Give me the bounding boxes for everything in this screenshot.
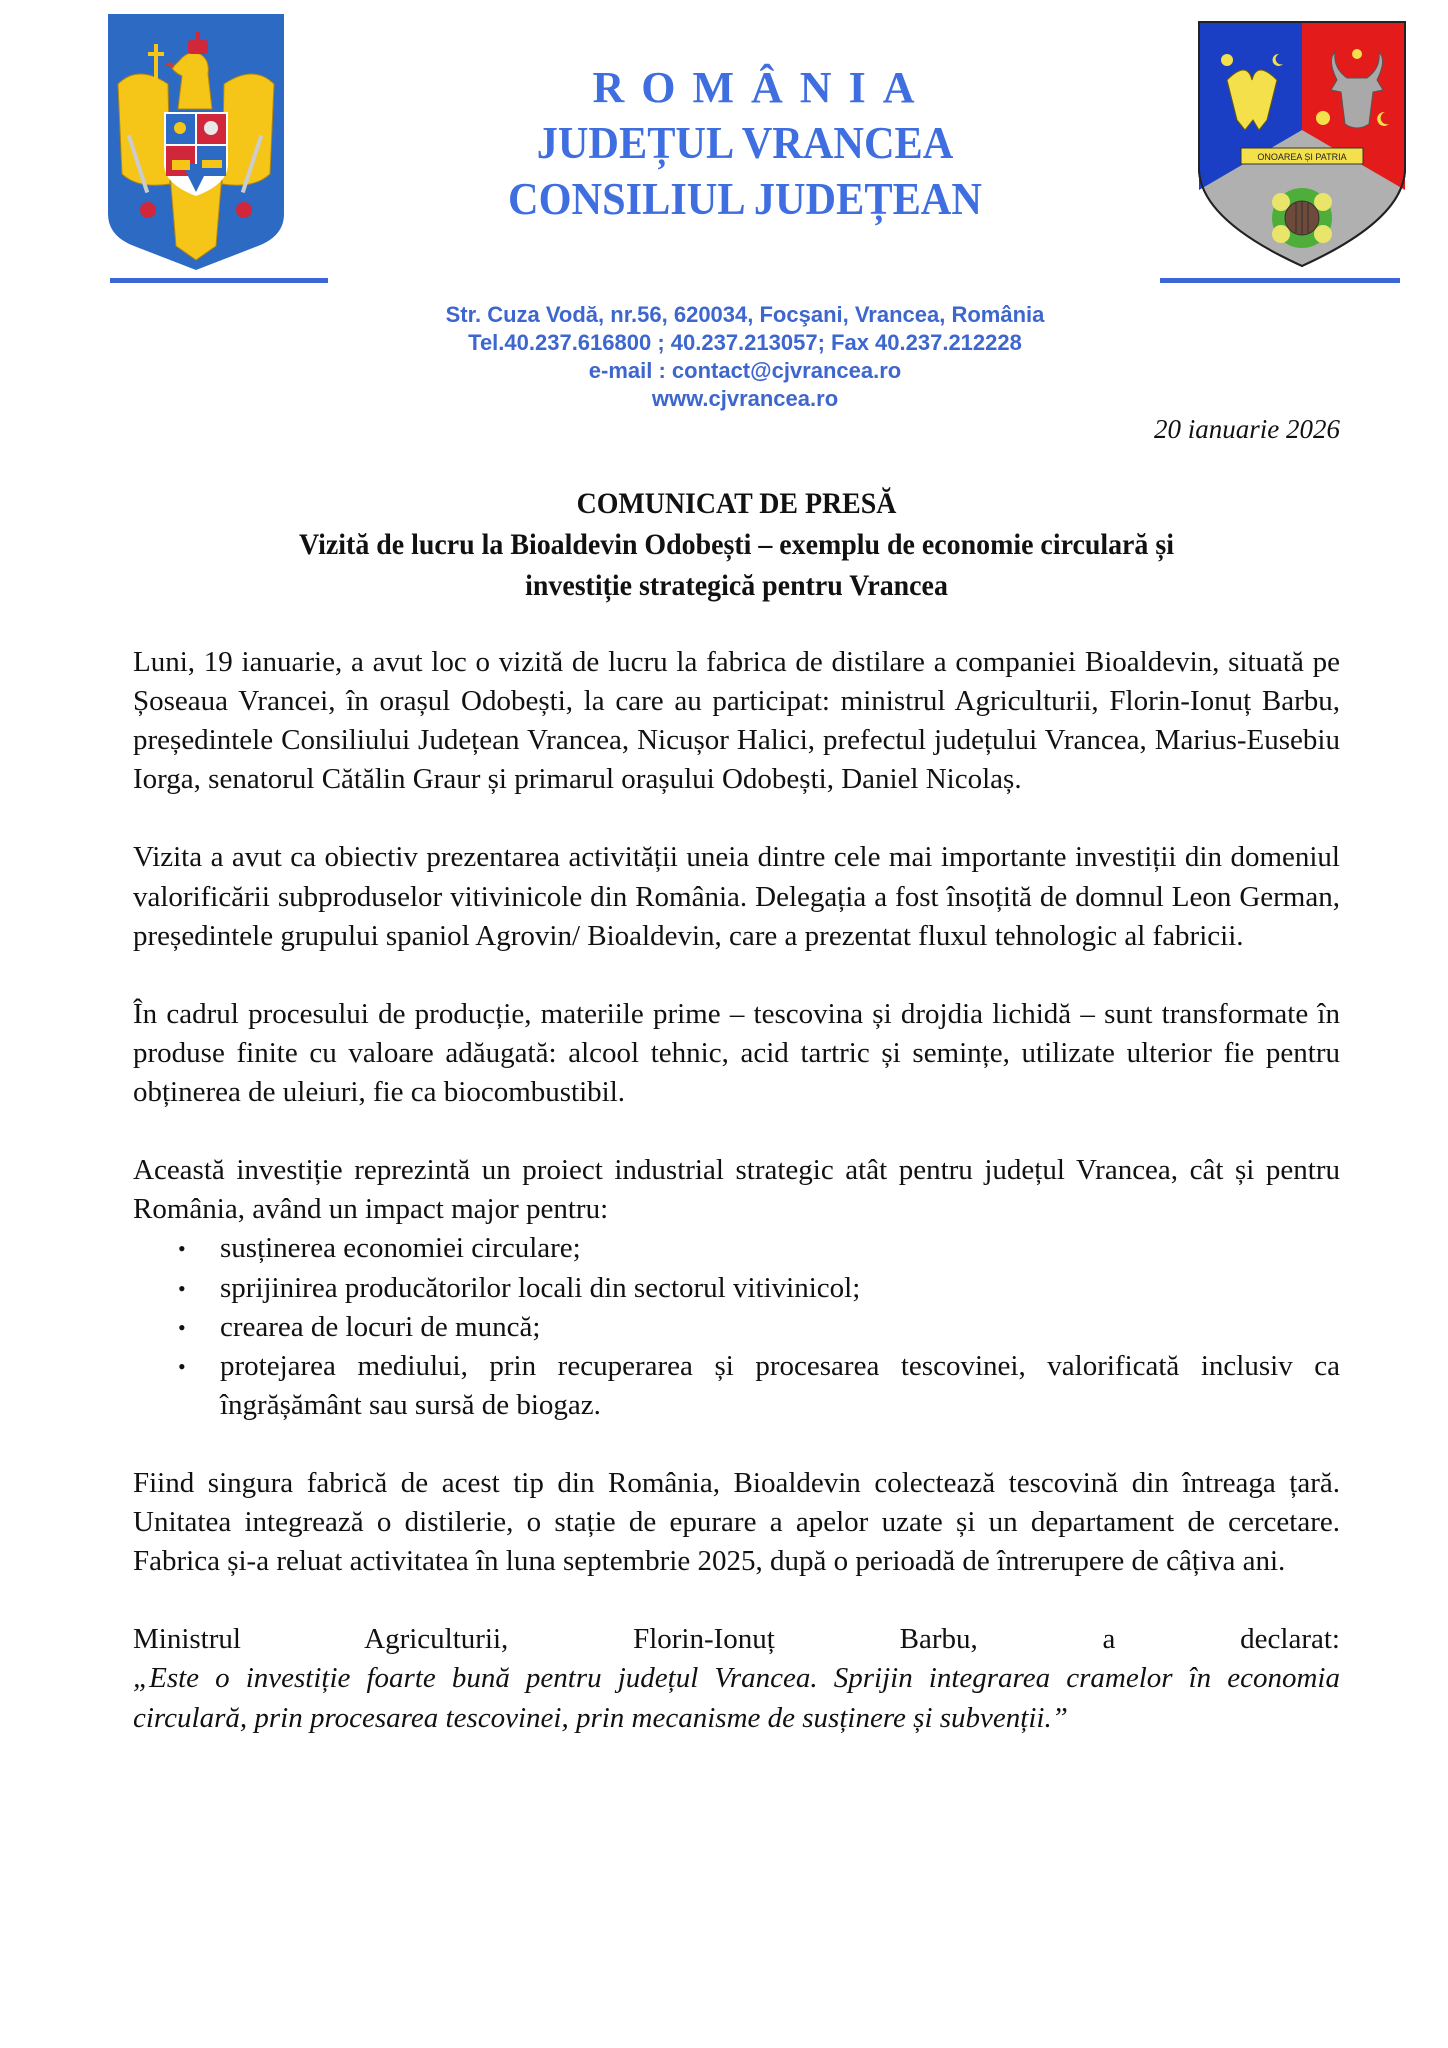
contact-phone: Tel.40.237.616800 ; 40.237.213057; Fax 40.237.212228 bbox=[468, 330, 1022, 355]
header-rule-left bbox=[110, 278, 328, 283]
impact-list bbox=[133, 1229, 1340, 1424]
statement-quote: „Este o investiție foarte bună pentru județul Vrancea. Sprijin integrarea cramelor în economia circulară, prin procesarea tescovinei, prin mecanisme de susținere și subvenții.” bbox=[133, 1662, 1340, 1734]
list-item: • susținerea economiei circulare; bbox=[133, 1229, 1340, 1268]
svg-text:ONOAREA ȘI PATRIA: ONOAREA ȘI PATRIA bbox=[1257, 152, 1347, 162]
header-county: JUDEȚUL VRANCEA bbox=[536, 117, 954, 168]
press-release-title bbox=[133, 483, 1340, 606]
coat-of-arms-vrancea-icon bbox=[1197, 20, 1407, 268]
paragraph-factory: Fiind singura fabrică de acest tip din România, Bioaldevin colectează tescovină din întreaga țară. Unitatea integrează o distilerie, o stație de epurare a apelor uzate și un departament de cercetare. Fabrica și-a reluat activitatea în luna septembrie 2025, după o perioadă de întrerupere de câțiva ani. bbox=[133, 1466, 1340, 1578]
header-country: ROMÂNIA bbox=[592, 63, 932, 112]
title-subtitle-line1: Vizită de lucru la Bioaldevin Odobești – exemplu de economie circulară și bbox=[299, 528, 1174, 561]
paragraph-minister-statement bbox=[133, 1620, 1340, 1737]
bullet-icon: • bbox=[178, 1353, 186, 1379]
paragraph-objective: Vizita a avut ca obiectiv prezentarea activității uneia dintre cele mai importante investiții din domeniul valorificării subproduselor vitivinicole din România. Delegația a fost însoțită de domnul Leon German, președintele grupului spaniol Agrovin/ Bioaldevin, care a prezentat fluxul tehnologic al fabricii. bbox=[133, 841, 1340, 952]
contact-website[interactable]: www.cjvrancea.ro bbox=[651, 386, 839, 411]
press-release-date: 20 ianuarie 2026 bbox=[1154, 414, 1340, 444]
list-item: • sprijinirea producătorilor locali din sectorul vitivinicol; bbox=[133, 1269, 1340, 1308]
press-release-body bbox=[133, 643, 1340, 1777]
header-rule-right bbox=[1160, 278, 1400, 283]
paragraph-impact-intro: Această investiție reprezintă un proiect industrial strategic atât pentru județul Vrancea, cât și pentru România, având un impact major pentru: bbox=[133, 1154, 1340, 1226]
list-item: • protejarea mediului, prin recuperarea și procesarea tescovinei, valorificată inclusiv ca îngrășământ sau sursă de biogaz. bbox=[133, 1347, 1340, 1425]
title-heading: COMUNICAT DE PRESĂ bbox=[576, 487, 897, 520]
contact-email[interactable]: e-mail : contact@cjvrancea.ro bbox=[588, 358, 902, 383]
bullet-icon: • bbox=[178, 1314, 186, 1340]
header-council: CONSILIUL JUDEȚEAN bbox=[508, 173, 982, 224]
statement-lead: Ministrul Agriculturii, Florin-Ionuț Barbu, a declarat: bbox=[133, 1623, 1340, 1656]
bullet-icon: • bbox=[178, 1275, 186, 1301]
list-item: • crearea de locuri de muncă; bbox=[133, 1308, 1340, 1347]
title-subtitle-line2: investiție strategică pentru Vrancea bbox=[525, 569, 948, 602]
bullet-icon: • bbox=[178, 1236, 186, 1262]
coat-of-arms-romania-icon bbox=[108, 14, 284, 270]
paragraph-production: În cadrul procesului de producție, materiile prime – tescovina și drojdia lichidă – sunt transformate în produse finite cu valoare adăugată: alcool tehnic, acid tartric și semințe, utilizate ulterior fie pentru obținerea de uleiuri, fie ca biocombustibil. bbox=[133, 997, 1340, 1109]
contact-address: Str. Cuza Vodă, nr.56, 620034, Focşani, Vrancea, România bbox=[445, 302, 1045, 327]
paragraph-participants: Luni, 19 ianuarie, a avut loc o vizită de lucru la fabrica de distilare a companiei Bioaldevin, situată pe Șoseaua Vrancei, în orașul Odobești, la care au participat: ministrul Agriculturii, Florin-Ionuț Barbu, președintele Consiliului Județean Vrancea, Nicușor Halici, prefectul județului Vrancea, Marius-Eusebiu Iorga, senatorul Cătălin Graur și primarul orașului Odobești, Daniel Nicolaș. bbox=[133, 646, 1340, 796]
contact-block bbox=[330, 301, 1160, 413]
